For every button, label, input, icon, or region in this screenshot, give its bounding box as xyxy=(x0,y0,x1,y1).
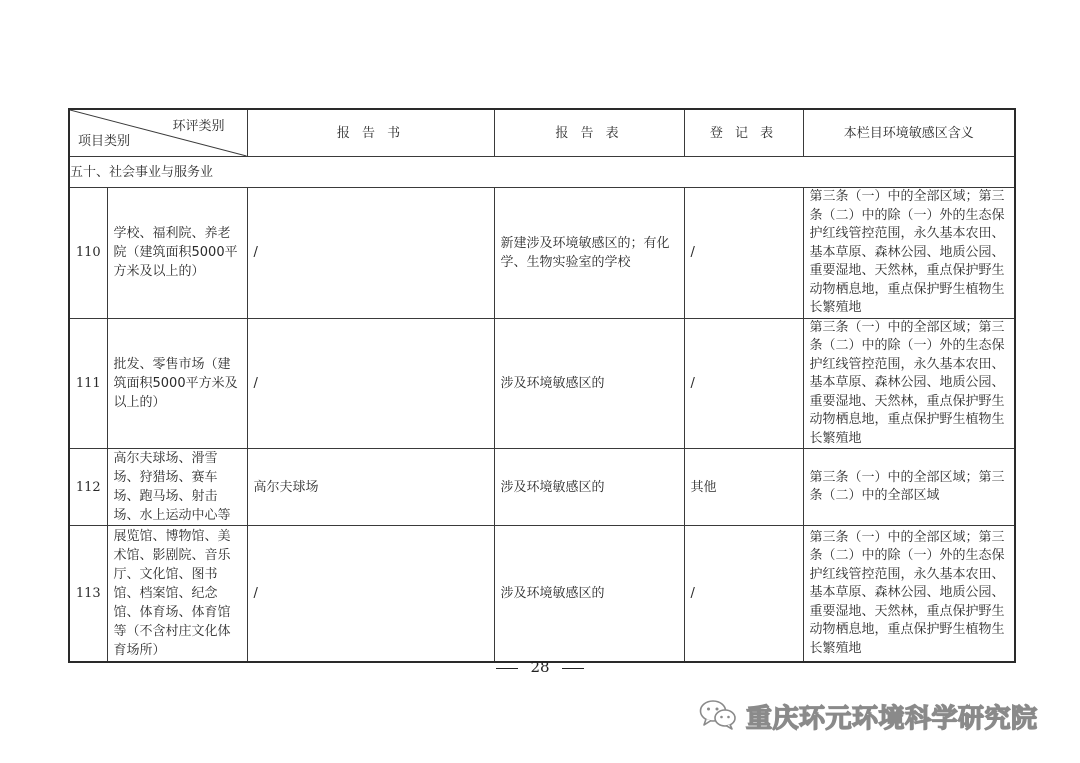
register-cell: / xyxy=(684,188,803,319)
report-cell: 高尔夫球场 xyxy=(247,449,494,526)
eia-classification-table xyxy=(68,108,1016,663)
table-row xyxy=(69,318,1015,449)
diagonal-header-cell xyxy=(69,109,247,157)
report-cell: / xyxy=(247,318,494,449)
project-category-label: 项目类别 xyxy=(78,134,131,149)
report-cell: / xyxy=(247,526,494,662)
page-number: 28 xyxy=(530,658,550,676)
header-report: 报 告 书 xyxy=(247,109,494,157)
row-number: 112 xyxy=(69,449,107,526)
page-dash-left xyxy=(496,668,518,669)
project-name: 高尔夫球场、滑雪场、狩猎场、赛车场、跑马场、射击场、水上运动中心等 xyxy=(107,449,247,526)
form-cell: 新建涉及环境敏感区的；有化学、生物实验室的学校 xyxy=(494,188,684,319)
page-dash-right xyxy=(562,668,584,669)
form-cell: 涉及环境敏感区的 xyxy=(494,449,684,526)
register-cell: / xyxy=(684,526,803,662)
sensitive-area-cell: 第三条（一）中的全部区域；第三条（二）中的除（一）外的生态保护红线管控范围，永久基本农田、基本草原、森林公园、地质公园、重要湿地、天然林，重点保护野生动物栖息地，重点保护野生植物生长繁殖地 xyxy=(803,188,1015,319)
header-register: 登 记 表 xyxy=(684,109,803,157)
document-table-wrapper xyxy=(68,108,1014,663)
project-name: 展览馆、博物馆、美术馆、影剧院、音乐厅、文化馆、图书馆、档案馆、纪念馆、体育场、体育馆等（不含村庄文化体育场所） xyxy=(107,526,247,662)
row-number: 113 xyxy=(69,526,107,662)
section-title: 五十、社会事业与服务业 xyxy=(69,157,1015,188)
sensitive-area-cell: 第三条（一）中的全部区域；第三条（二）中的除（一）外的生态保护红线管控范围，永久基本农田、基本草原、森林公园、地质公园、重要湿地、天然林，重点保护野生动物栖息地，重点保护野生植物生长繁殖地 xyxy=(803,318,1015,449)
form-cell: 涉及环境敏感区的 xyxy=(494,318,684,449)
wechat-icon xyxy=(698,698,738,734)
table-row xyxy=(69,449,1015,526)
watermark-text: 重庆环元环境科学研究院 xyxy=(746,703,1038,734)
section-row xyxy=(69,157,1015,188)
eia-category-label: 环评类别 xyxy=(172,119,225,134)
register-cell: 其他 xyxy=(684,449,803,526)
project-name: 学校、福利院、养老院（建筑面积5000平方米及以上的） xyxy=(107,188,247,319)
report-cell: / xyxy=(247,188,494,319)
form-cell: 涉及环境敏感区的 xyxy=(494,526,684,662)
row-number: 110 xyxy=(69,188,107,319)
project-name: 批发、零售市场（建筑面积5000平方米及以上的） xyxy=(107,318,247,449)
watermark xyxy=(698,698,1038,734)
header-sensitive-area: 本栏目环境敏感区含义 xyxy=(803,109,1015,157)
header-form: 报 告 表 xyxy=(494,109,684,157)
page-number-footer xyxy=(0,658,1080,676)
register-cell: / xyxy=(684,318,803,449)
sensitive-area-cell: 第三条（一）中的全部区域；第三条（二）中的全部区域 xyxy=(803,449,1015,526)
sensitive-area-cell: 第三条（一）中的全部区域；第三条（二）中的除（一）外的生态保护红线管控范围，永久基本农田、基本草原、森林公园、地质公园、重要湿地、天然林，重点保护野生动物栖息地，重点保护野生植物生长繁殖地 xyxy=(803,526,1015,662)
table-row xyxy=(69,188,1015,319)
table-header-row xyxy=(69,109,1015,157)
row-number: 111 xyxy=(69,318,107,449)
table-row xyxy=(69,526,1015,662)
